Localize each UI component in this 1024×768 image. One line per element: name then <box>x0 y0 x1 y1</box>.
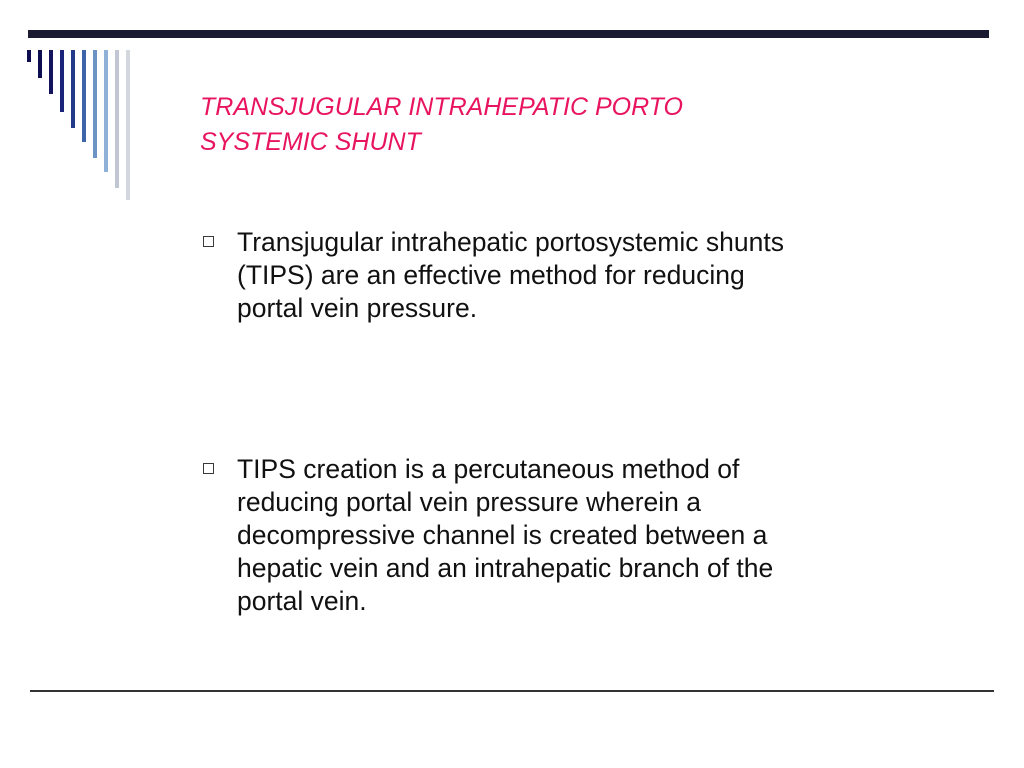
slide-title <box>200 90 960 160</box>
hollow-square-bullet-icon <box>203 236 214 247</box>
bullet-line: hepatic vein and an intrahepatic branch of the <box>237 553 774 583</box>
stripe <box>115 50 119 188</box>
slide-title-line: TRANSJUGULAR INTRAHEPATIC PORTO <box>200 93 683 121</box>
stripe <box>93 50 97 158</box>
stripe <box>60 50 64 112</box>
stripe <box>38 50 42 78</box>
stripe <box>104 50 108 172</box>
slide-title-line: SYSTEMIC SHUNT <box>200 128 421 156</box>
bullet-line: TIPS creation is a percutaneous method of <box>237 454 740 484</box>
bullet-list <box>200 226 970 618</box>
vertical-stripes-ornament-icon <box>27 50 167 210</box>
stripe <box>82 50 86 142</box>
bottom-rule <box>30 690 994 692</box>
bullet-line: (TIPS) are an effective method for reducing <box>237 260 745 290</box>
top-rule <box>28 30 989 38</box>
bullet-line: decompressive channel is created between a <box>237 520 768 550</box>
stripe <box>71 50 75 128</box>
bullet-item <box>200 226 970 325</box>
hollow-square-bullet-icon <box>203 463 214 474</box>
bullet-line: reducing portal vein pressure wherein a <box>237 487 702 517</box>
bullet-line: portal vein pressure. <box>237 293 478 323</box>
stripe <box>49 50 53 94</box>
bullet-line: Transjugular intrahepatic portosystemic shunts <box>237 227 784 257</box>
bullet-item <box>200 453 970 618</box>
stripe <box>126 50 130 200</box>
stripe <box>27 50 31 62</box>
bullet-line: portal vein. <box>237 586 367 616</box>
